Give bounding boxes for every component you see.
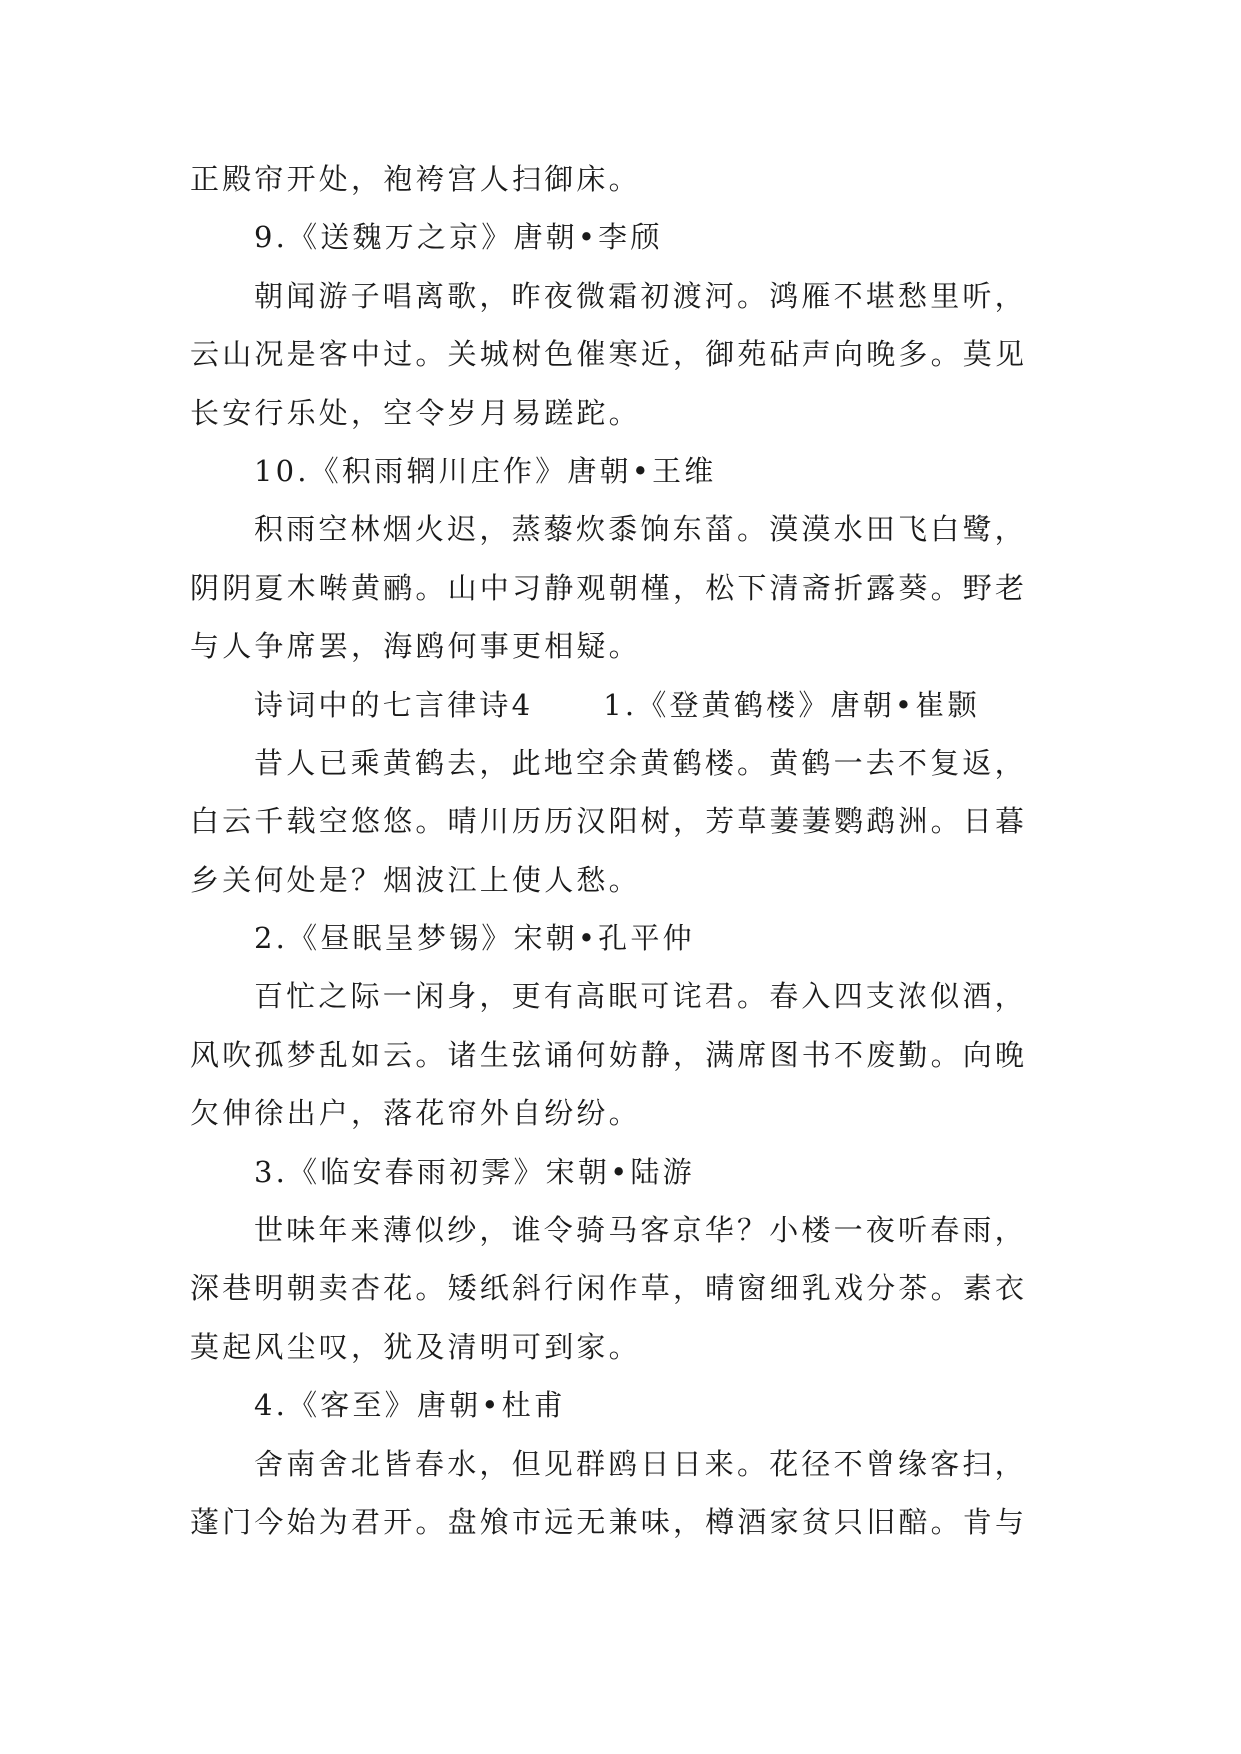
- text-line: [190, 208, 1070, 266]
- text-line: [190, 500, 1070, 558]
- text-line-content: 风吹孤梦乱如云。诸生弦诵何妨静，满席图书不废勤。向晚: [190, 1037, 1028, 1072]
- text-line-content: 2.《昼眠呈梦锡》宋朝•孔平仲: [254, 921, 695, 956]
- text-line-content: 蓬门今始为君开。盘飧市远无兼味，樽酒家贫只旧醅。肯与: [190, 1504, 1028, 1539]
- text-line-content: 乡关何处是？烟波江上使人愁。: [190, 862, 641, 897]
- text-line: [190, 1318, 1070, 1376]
- text-line: [190, 792, 1070, 850]
- text-line-content: 朝闻游子唱离歌，昨夜微霜初渡河。鸿雁不堪愁里听，: [254, 278, 1027, 313]
- text-line: [190, 150, 1070, 208]
- text-line: [190, 267, 1070, 325]
- text-line-content: 与人争席罢，海鸥何事更相疑。: [190, 629, 641, 664]
- text-line: [190, 325, 1070, 383]
- text-line: [190, 1084, 1070, 1142]
- text-line-content: 阴阴夏木啭黄鹂。山中习静观朝槿，松下清斋折露葵。野老: [190, 570, 1028, 605]
- text-line-content: 昔人已乘黄鹤去，此地空余黄鹤楼。黄鹤一去不复返，: [254, 745, 1027, 780]
- text-line-content: 欠伸徐出户，落花帘外自纷纷。: [190, 1096, 641, 1131]
- text-line: [190, 1435, 1070, 1493]
- text-line: [190, 1201, 1070, 1259]
- text-line-content: 9.《送魏万之京》唐朝•李颀: [254, 220, 663, 255]
- text-line-content: 3.《临安春雨初霁》宋朝•陆游: [254, 1154, 695, 1189]
- text-line-content: 云山况是客中过。关城树色催寒近，御苑砧声向晚多。莫见: [190, 337, 1028, 372]
- text-line-content: 诗词中的七言律诗4: [254, 687, 534, 722]
- text-line-content: 正殿帘开处，袍袴宫人扫御床。: [190, 162, 641, 196]
- text-line: [190, 1376, 1070, 1434]
- text-line-content: 长安行乐处，空令岁月易蹉跎。: [190, 395, 641, 430]
- text-line-content: 深巷明朝卖杏花。矮纸斜行闲作草，晴窗细乳戏分茶。素衣: [190, 1271, 1028, 1306]
- text-line: [190, 1026, 1070, 1084]
- poem-heading: 1.《登黄鹤楼》唐朝•崔颢: [603, 687, 980, 722]
- text-line-content: 白云千载空悠悠。晴川历历汉阳树，芳草萋萋鹦鹉洲。日暮: [190, 804, 1028, 839]
- text-line: [190, 1493, 1070, 1551]
- text-line: [190, 384, 1070, 442]
- text-line: [190, 559, 1070, 617]
- text-line-content: 积雨空林烟火迟，蒸藜炊黍饷东菑。漠漠水田飞白鹭，: [254, 512, 1027, 547]
- text-line-content: 世味年来薄似纱，谁令骑马客京华？小楼一夜听春雨，: [254, 1213, 1027, 1248]
- text-line: [190, 1259, 1070, 1317]
- text-line: [190, 967, 1070, 1025]
- text-line: [190, 851, 1070, 909]
- text-line-content: 10.《积雨辋川庄作》唐朝•王维: [254, 453, 717, 488]
- text-line: [190, 676, 1070, 734]
- text-line: [190, 909, 1070, 967]
- text-line-content: 4.《客至》唐朝•杜甫: [254, 1388, 566, 1423]
- text-line: [190, 1143, 1070, 1201]
- text-line-content: 舍南舍北皆春水，但见群鸥日日来。花径不曾缘客扫，: [254, 1446, 1027, 1481]
- text-line-content: 百忙之际一闲身，更有高眠可诧君。春入四支浓似酒，: [254, 979, 1027, 1014]
- text-line: [190, 617, 1070, 675]
- text-line-content: 莫起风尘叹，犹及清明可到家。: [190, 1329, 641, 1364]
- text-line: [190, 442, 1070, 500]
- document-body: [190, 150, 1070, 1551]
- text-line: [190, 734, 1070, 792]
